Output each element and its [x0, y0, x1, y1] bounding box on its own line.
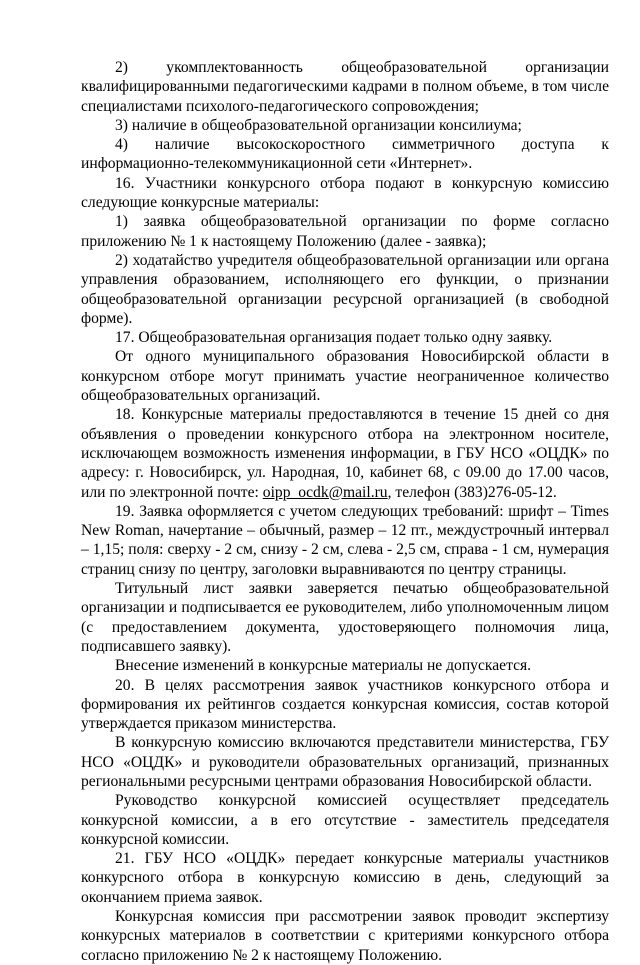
paragraph-section-19: 19. Заявка оформляется с учетом следующих требований: шрифт – Times New Roman, начертание – обычный, размер – 12 пт., междустрочный интервал – 1,15; поля: сверху - 2 см, снизу - 2 см, слева - 2,5 см, справа - 1 см, нумерация страниц снизу по центру, заголовки выравниваются по центру страницы. — [81, 502, 609, 578]
paragraph-16-item-2-petition: 2) ходатайство учредителя общеобразовательной организации или органа управления образованием, исполняющего его функции, о признании общеобразовательной организации ресурсной организацией (в свободной форме). — [81, 251, 609, 327]
paragraph-19-no-changes: Внесение изменений в конкурсные материалы не допускается. — [115, 657, 532, 675]
paragraph-section-20: 20. В целях рассмотрения заявок участников конкурсного отбора и формирования их рейтингов создается конкурсная комиссия, состав которой утверждается приказом министерства. — [81, 676, 609, 733]
paragraph-17-municipality: От одного муниципального образования Новосибирской области в конкурсном отборе могут принимать участие неограниченное количество общеобразовательных организаций. — [81, 348, 609, 405]
paragraph-section-17: 17. Общеобразовательная организация подает только одну заявку. — [115, 329, 553, 347]
paragraph-section-21: 21. ГБУ НСО «ОЦДК» передает конкурсные материалы участников конкурсного отбора в конкурсную комиссию в день, следующий за окончанием приема заявок. — [81, 850, 609, 906]
paragraph-20-leadership: Руководство конкурсной комиссией осуществляет председатель конкурсной комиссии, а в его отсутствие - заместитель председателя конкурсной комиссии. — [81, 792, 609, 848]
paragraph-item-3-council: 3) наличие в общеобразовательной организации консилиума; — [115, 116, 522, 134]
paragraph-16-item-1-application: 1) заявка общеобразовательной организации по форме согласно приложению № 1 к настоящему Положению (далее - заявка); — [81, 213, 609, 250]
paragraph-item-2-staffing: 2) укомплектованность общеобразовательной организации квалифицированными педагогическими кадрами в полном объеме, в том числе специалистами психолого-педагогического сопровождения; — [81, 59, 609, 115]
paragraph-18-text-after: , телефон (383)276-05-12. — [387, 483, 557, 501]
paragraph-19-title-page: Титульный лист заявки заверяется печатью общеобразовательной организации и подписывается ее руководителем, либо уполномоченным лицом (с предоставлением документа, удостоверяющего полномочия лица, подписавшего заявку). — [81, 580, 609, 655]
paragraph-item-4-internet: 4) наличие высокоскоростного симметричного доступа к информационно-телекоммуникационной сети «Интернет». — [81, 136, 609, 173]
email-link[interactable]: oipp_ocdk@mail.ru — [262, 483, 388, 501]
paragraph-section-18 — [81, 405, 609, 501]
paragraph-18-text-before: 18. Конкурсные материалы предоставляются в течение 15 дней со дня объявления о проведении конкурсного отбора на электронном носителе, исключающем возможность изменения информации, в ГБУ НСО «ОЦДК» по адресу: г. Новосибирск, ул. Народная, 10, кабинет 68, с 09.00 до 17.00 часов, или по электронной почте: — [81, 406, 609, 501]
paragraph-section-16: 16. Участники конкурсного отбора подают в конкурсную комиссию следующие конкурсные материалы: — [81, 174, 609, 212]
paragraph-20-composition: В конкурсную комиссию включаются представители министерства, ГБУ НСО «ОЦДК» и руководители образовательных организаций, признанных региональными ресурсными центрами образования Новосибирской области. — [81, 734, 609, 790]
document-page — [81, 58, 609, 965]
paragraph-21-expertise: Конкурсная комиссия при рассмотрении заявок проводит экспертизу конкурсных материалов в соответствии с критериями конкурсного отбора согласно приложению № 2 к настоящему Положению. — [81, 908, 609, 964]
